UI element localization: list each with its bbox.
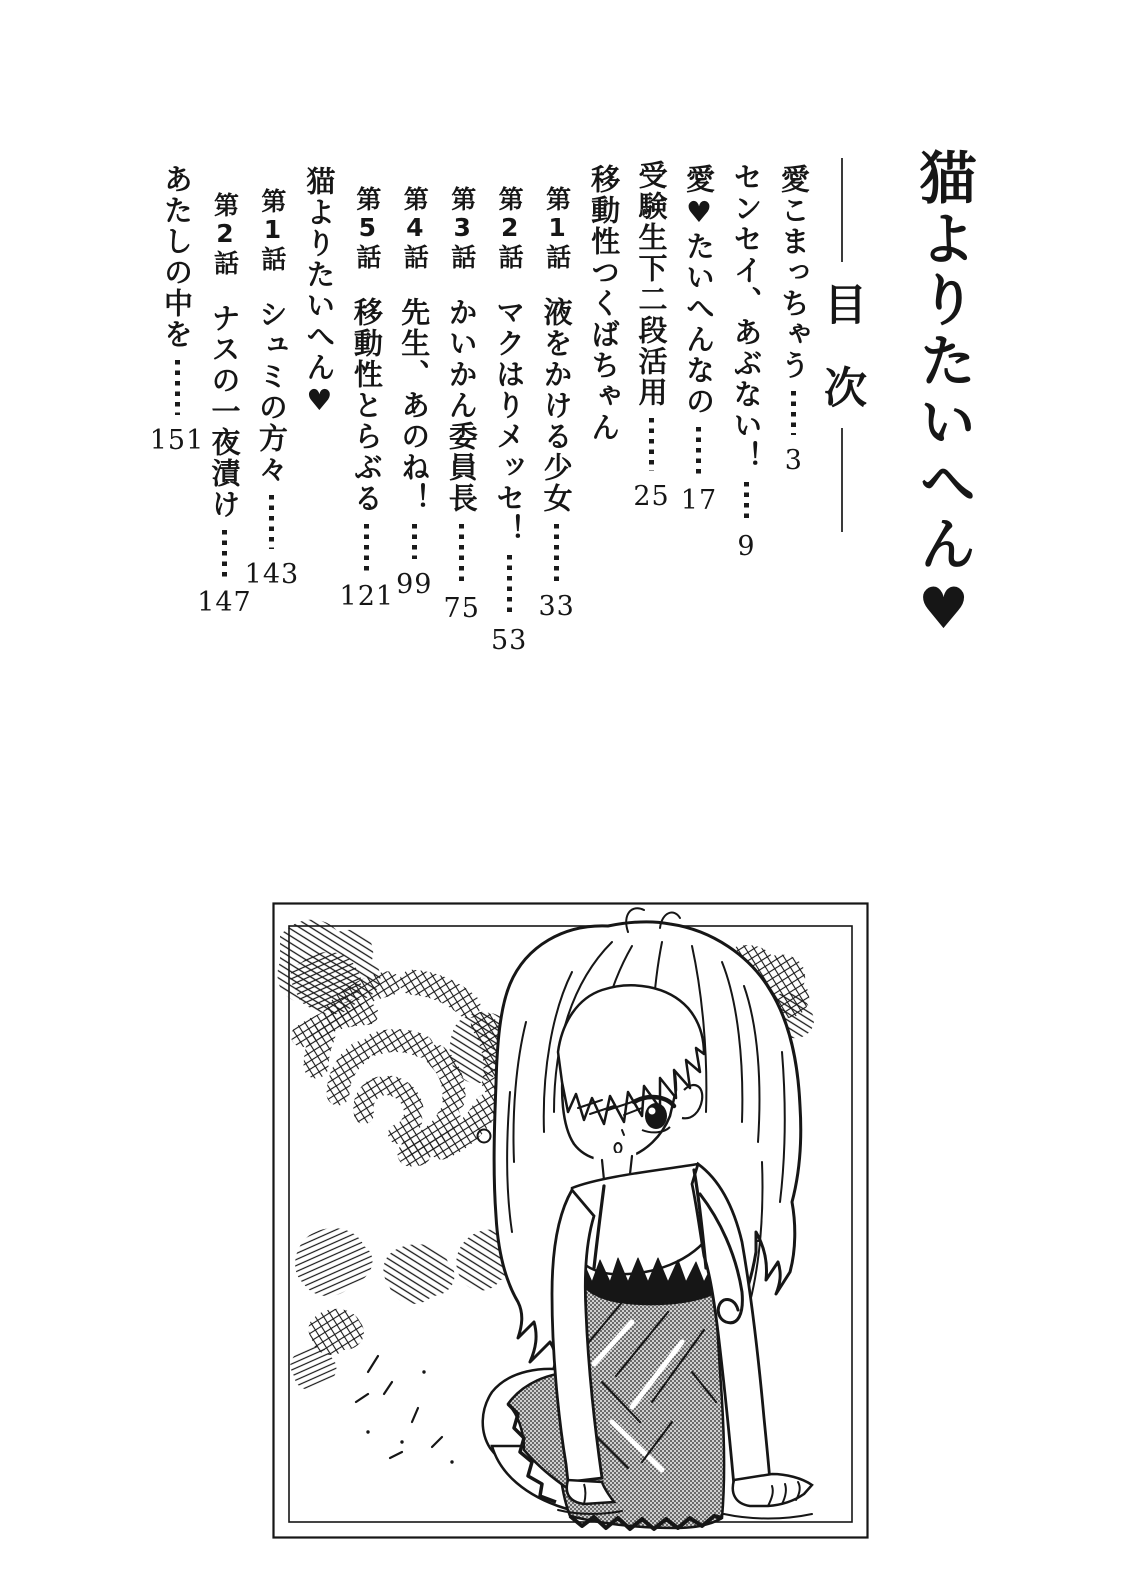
- toc-entry: [149, 164, 205, 456]
- dots-leader: [175, 360, 180, 415]
- entry-title: センセイ、あぶない！: [729, 162, 764, 472]
- toc-entry: [490, 186, 528, 656]
- toc-entry: [680, 164, 718, 516]
- page-number: 33: [538, 591, 575, 622]
- dots-leader: [459, 524, 464, 583]
- toc-entry: [244, 188, 300, 590]
- entry-title: かいかん委員長: [444, 297, 479, 514]
- chapter-label: 第5話: [352, 186, 382, 271]
- dots-leader: [507, 555, 512, 615]
- entry-title: 愛こまっちゃう: [776, 164, 811, 381]
- illustration-svg: [272, 902, 869, 1539]
- toc-entry: [633, 160, 671, 512]
- toc-section-header: [300, 166, 338, 690]
- dots-leader: [649, 418, 654, 471]
- page-number: 3: [784, 445, 803, 476]
- toc-entry: [538, 186, 576, 622]
- entry-title: 液をかける少女: [539, 297, 574, 514]
- toc-heading-char-2: 次: [817, 365, 867, 408]
- chapter-label: 第3話: [447, 186, 477, 271]
- dots-leader: [222, 530, 227, 577]
- chapter-label: 第2話: [210, 192, 240, 277]
- entry-title: シュミの方々: [254, 299, 289, 485]
- toc-entry: [395, 186, 433, 600]
- book-title: 猫よりたいへん♥: [910, 148, 977, 646]
- toc-entry: [339, 186, 395, 612]
- chapter-label: 第2話: [495, 186, 525, 271]
- page-number: 75: [443, 593, 480, 624]
- page-number: 147: [197, 587, 252, 618]
- page-number: 121: [339, 581, 395, 612]
- page-number: 151: [149, 425, 205, 456]
- page-number: 17: [680, 485, 718, 516]
- toc-entry: [443, 186, 481, 624]
- toc-heading: [818, 158, 866, 532]
- entry-title: 愛♥たいへんなの: [681, 164, 716, 417]
- entry-title: 移動性つくばちゃん: [587, 164, 622, 443]
- page-number: 99: [396, 569, 433, 600]
- dots-leader: [554, 524, 559, 581]
- entry-title: マクはりメッセ！: [492, 297, 527, 545]
- toc-entry: [775, 164, 813, 476]
- page-number: 9: [737, 531, 756, 562]
- entry-title: 先生、あのね！: [397, 297, 432, 514]
- page-number: 143: [244, 559, 300, 590]
- chapter-label: 第1話: [257, 188, 287, 273]
- page-number: 53: [490, 625, 528, 656]
- dots-leader: [696, 427, 701, 475]
- entry-title: あたしの中を: [160, 164, 194, 350]
- toc-heading-char-1: 目: [817, 282, 867, 325]
- illustration-panel: [272, 902, 869, 1539]
- toc-entry: [727, 162, 765, 562]
- toc-list: [149, 150, 813, 690]
- entry-title: 移動性とらぶる: [349, 297, 384, 514]
- chapter-label: 第1話: [542, 186, 572, 271]
- dots-leader: [412, 524, 417, 559]
- dots-leader: [744, 482, 749, 521]
- page-number: 25: [633, 481, 670, 512]
- entry-title: 受験生下二段活用: [634, 160, 669, 408]
- dots-leader: [364, 524, 369, 571]
- dots-leader: [791, 391, 796, 435]
- toc-heading-rule-top: [841, 158, 843, 262]
- toc-heading-rule-bottom: [841, 428, 843, 532]
- chapter-label: 第4話: [400, 186, 430, 271]
- entry-title: ナスの一夜漬け: [207, 303, 242, 520]
- entry-title: 猫よりたいへん♥: [302, 166, 337, 419]
- dots-leader: [269, 495, 274, 549]
- toc-section-header: [585, 164, 623, 690]
- toc-entry: [197, 192, 252, 618]
